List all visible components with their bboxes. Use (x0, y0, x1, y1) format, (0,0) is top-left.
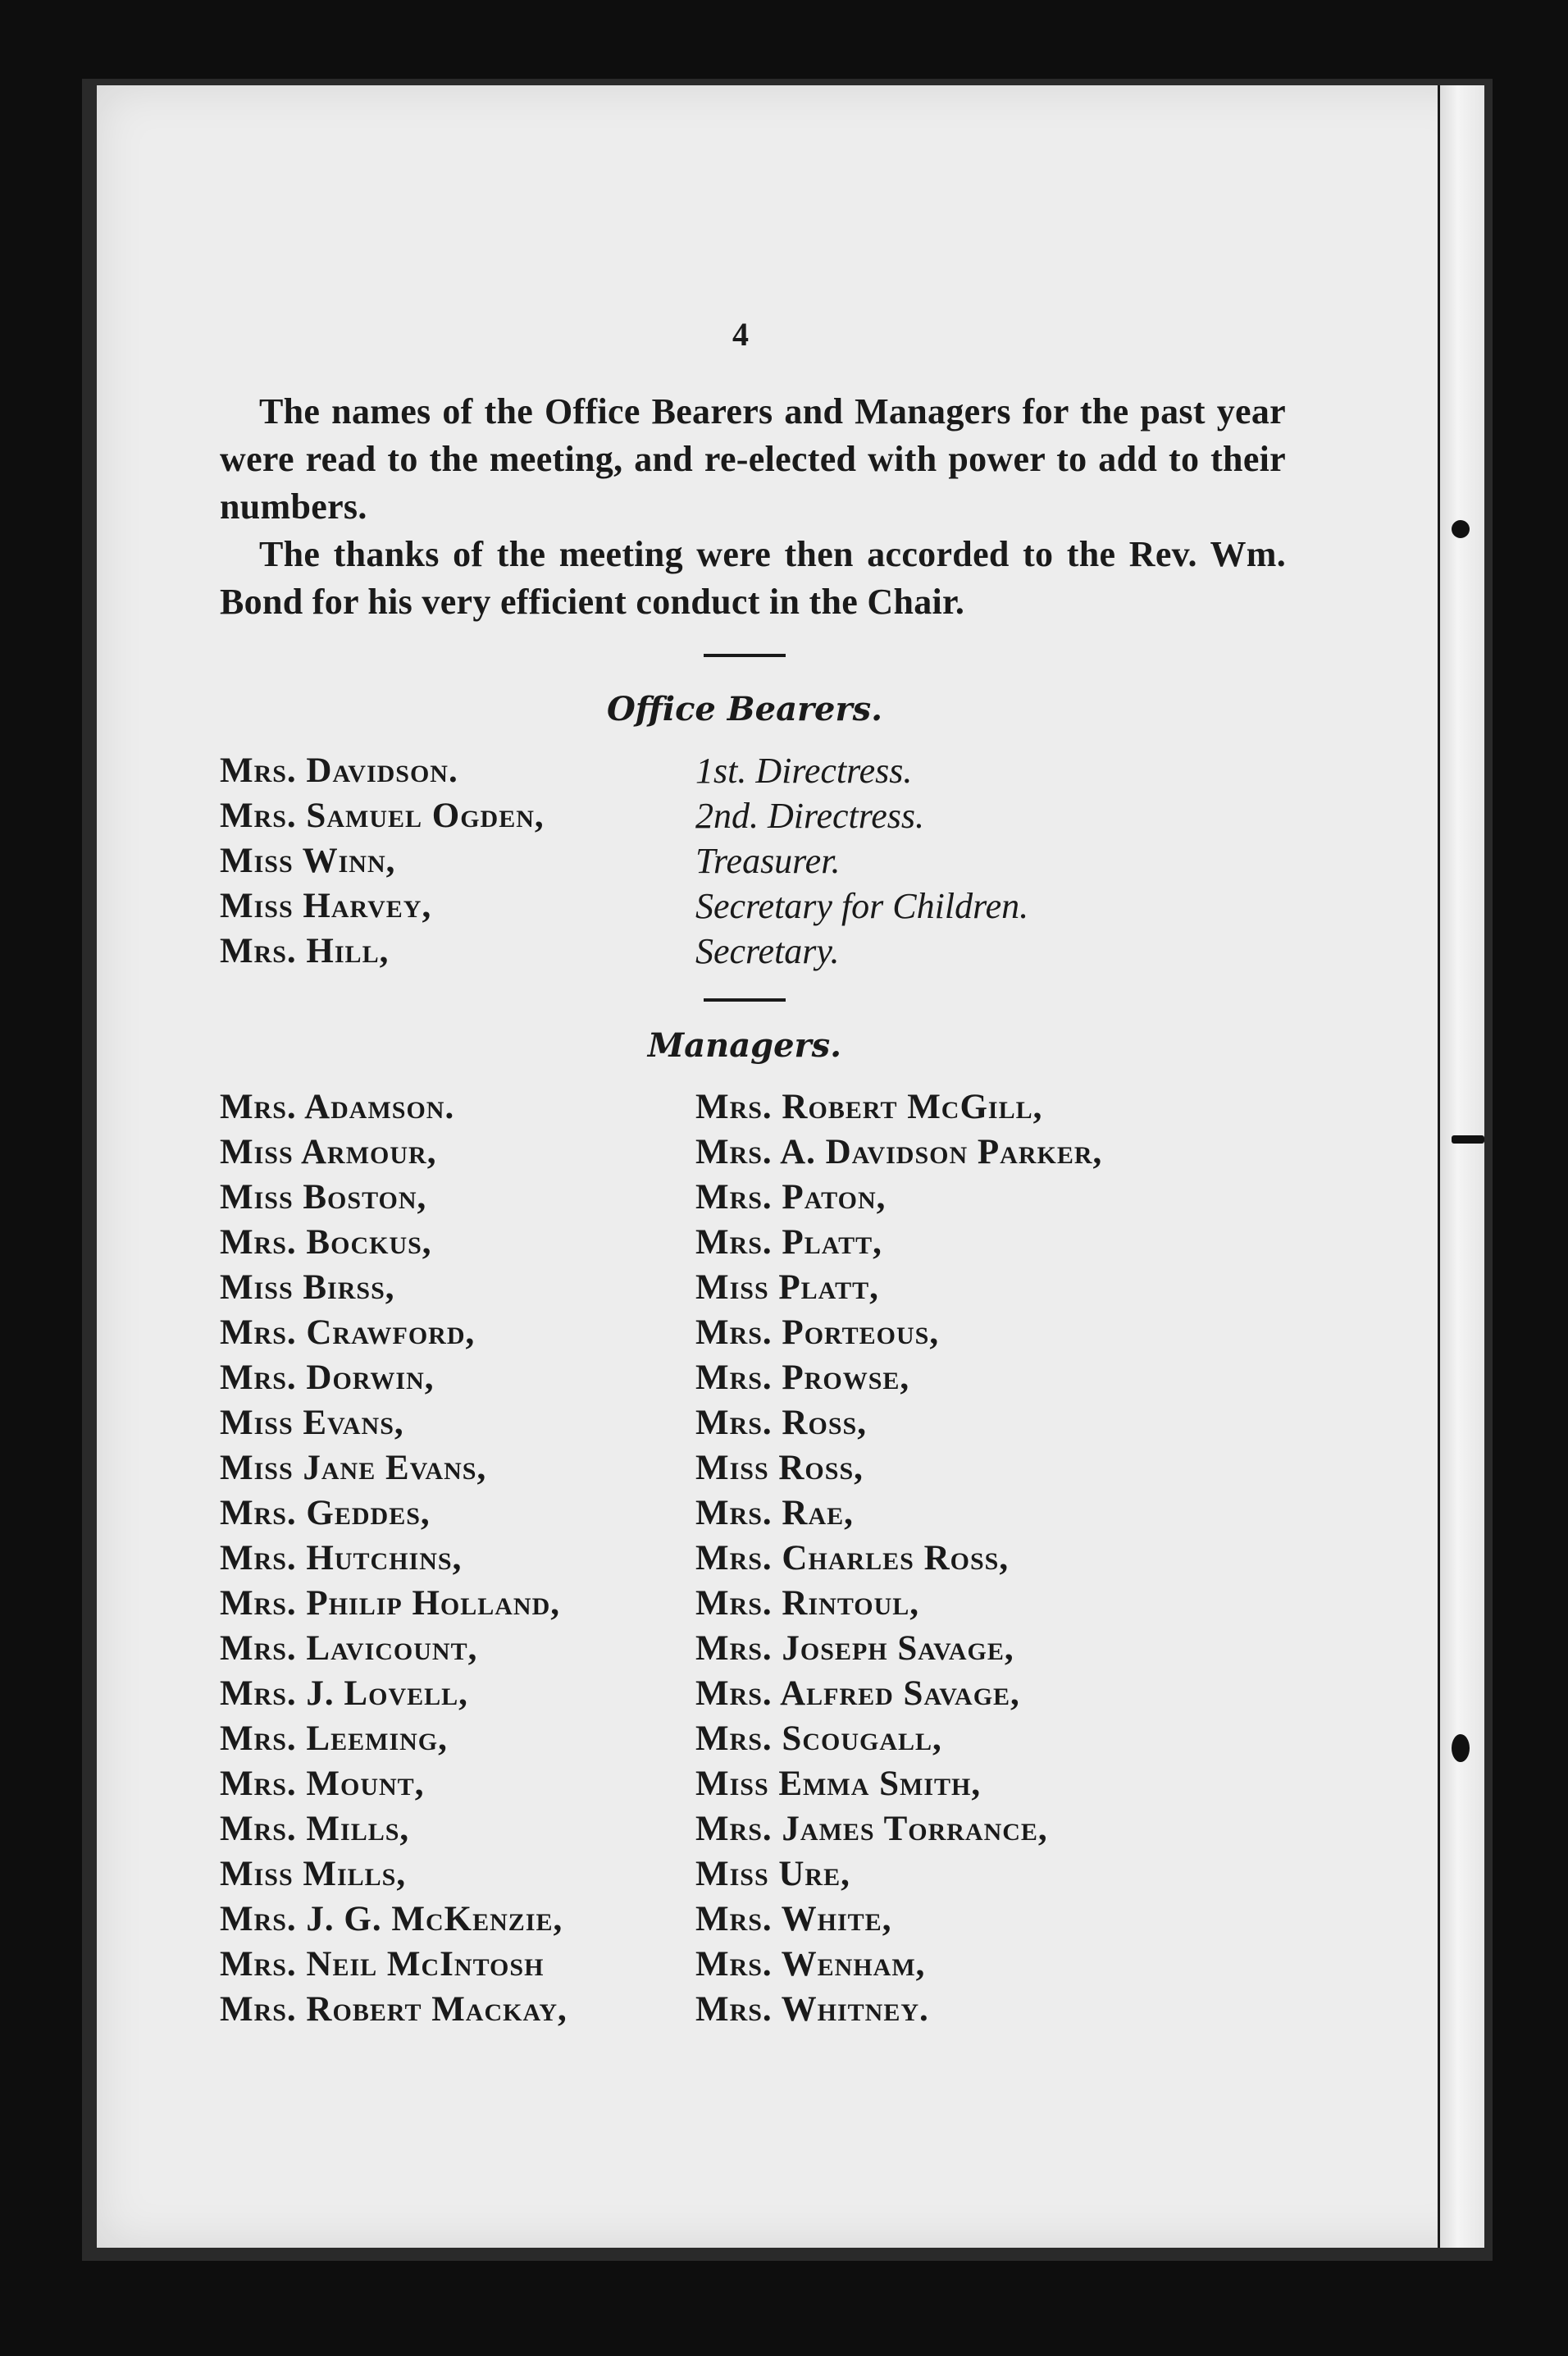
manager-row (220, 1897, 1286, 1942)
binding-mark (1452, 1135, 1484, 1144)
binding-mark (1452, 1734, 1470, 1762)
manager-name-right: Miss Ross, (695, 1449, 864, 1487)
manager-row (220, 1084, 1286, 1130)
manager-row (220, 1491, 1286, 1536)
manager-name-right: Miss Emma Smith, (695, 1765, 982, 1803)
manager-name-left: Miss Evans, (220, 1404, 404, 1442)
manager-row (220, 1310, 1286, 1355)
manager-name-right: Mrs. Rintoul, (695, 1584, 920, 1623)
manager-name-left: Miss Jane Evans, (220, 1449, 487, 1487)
paragraph-1: The names of the Office Bearers and Managers for the past year were read to the meeting, and re-elected with power to add to their numbers. (220, 391, 1286, 527)
manager-name-right: Mrs. Paton, (695, 1178, 887, 1217)
office-bearer-name: Mrs. Davidson. (220, 751, 458, 790)
manager-name-left: Mrs. Robert Mackay, (220, 1990, 567, 2029)
manager-row (220, 1987, 1286, 2032)
managers-list (220, 1084, 1286, 2032)
office-bearer-name: Miss Winn, (220, 842, 396, 880)
manager-row (220, 1671, 1286, 1716)
manager-row (220, 1716, 1286, 1761)
office-bearer-role: Treasurer. (695, 841, 841, 881)
manager-name-right: Mrs. Platt, (695, 1223, 882, 1262)
office-bearer-row (220, 793, 1286, 838)
office-bearer-row (220, 884, 1286, 929)
office-bearer-name: Miss Harvey, (220, 887, 432, 925)
binding-mark (1452, 520, 1470, 538)
manager-name-right: Mrs. James Torrance, (695, 1810, 1048, 1848)
office-bearer-role: 1st. Directress. (695, 751, 913, 791)
manager-name-right: Mrs. Joseph Savage, (695, 1629, 1014, 1668)
manager-row (220, 1851, 1286, 1897)
page-number: 4 (732, 316, 749, 353)
manager-name-left: Mrs. Mills, (220, 1810, 410, 1848)
manager-name-left: Mrs. Crawford, (220, 1313, 476, 1352)
manager-row (220, 1581, 1286, 1626)
page-content (220, 315, 1286, 2032)
manager-row (220, 1400, 1286, 1445)
document-page (97, 85, 1484, 2248)
manager-name-right: Mrs. Wenham, (695, 1945, 926, 1984)
manager-name-right: Mrs. Porteous, (695, 1313, 940, 1352)
manager-name-right: Mrs. Whitney. (695, 1990, 929, 2029)
manager-name-right: Mrs. Prowse, (695, 1358, 910, 1397)
office-bearer-name: Mrs. Samuel Ogden, (220, 797, 545, 835)
manager-row (220, 1626, 1286, 1671)
manager-name-right: Mrs. Rae, (695, 1494, 854, 1532)
page-gutter (1438, 85, 1484, 2248)
manager-name-left: Miss Armour, (220, 1133, 437, 1171)
manager-row (220, 1806, 1286, 1851)
manager-row (220, 1130, 1286, 1175)
manager-name-right: Mrs. Alfred Savage, (695, 1674, 1020, 1713)
office-bearer-name: Mrs. Hill, (220, 932, 390, 970)
manager-name-left: Miss Mills, (220, 1855, 407, 1893)
manager-name-left: Mrs. Philip Holland, (220, 1584, 561, 1623)
office-bearers-list (220, 748, 1286, 974)
office-bearer-row (220, 748, 1286, 793)
manager-name-left: Mrs. Mount, (220, 1765, 425, 1803)
office-bearer-role: 2nd. Directress. (695, 796, 925, 836)
office-bearer-row (220, 838, 1286, 884)
office-bearer-role: Secretary for Children. (695, 886, 1029, 926)
office-bearer-role: Secretary. (695, 931, 840, 971)
manager-name-right: Mrs. Charles Ross, (695, 1539, 1010, 1578)
manager-name-right: Mrs. Ross, (695, 1404, 867, 1442)
manager-name-right: Miss Ure, (695, 1855, 850, 1893)
manager-row (220, 1761, 1286, 1806)
section-divider (704, 654, 786, 657)
managers-heading: Managers. (647, 1026, 842, 1065)
manager-name-right: Mrs. White, (695, 1900, 892, 1938)
manager-row (220, 1355, 1286, 1400)
manager-name-right: Mrs. Scougall, (695, 1719, 942, 1758)
manager-row (220, 1942, 1286, 1987)
paragraph-2: The thanks of the meeting were then accorded to the Rev. Wm. Bond for his very efficient conduct in the Chair. (220, 534, 1286, 622)
manager-row (220, 1175, 1286, 1220)
manager-row (220, 1445, 1286, 1491)
manager-name-left: Miss Birss, (220, 1268, 395, 1307)
manager-name-left: Mrs. Dorwin, (220, 1358, 435, 1397)
manager-name-left: Mrs. Adamson. (220, 1088, 455, 1126)
manager-name-left: Mrs. J. G. McKenzie, (220, 1900, 563, 1938)
manager-name-left: Mrs. J. Lovell, (220, 1674, 468, 1713)
manager-name-left: Mrs. Neil McIntosh (220, 1945, 545, 1984)
manager-name-right: Mrs. A. Davidson Parker, (695, 1133, 1103, 1171)
manager-row (220, 1265, 1286, 1310)
manager-name-right: Miss Platt, (695, 1268, 879, 1307)
office-bearers-heading: Office Bearers. (606, 690, 883, 728)
manager-name-left: Mrs. Bockus, (220, 1223, 432, 1262)
manager-name-left: Mrs. Hutchins, (220, 1539, 463, 1578)
manager-row (220, 1536, 1286, 1581)
manager-name-left: Mrs. Lavicount, (220, 1629, 478, 1668)
office-bearer-row (220, 929, 1286, 974)
manager-name-left: Mrs. Leeming, (220, 1719, 448, 1758)
manager-row (220, 1220, 1286, 1265)
manager-name-right: Mrs. Robert McGill, (695, 1088, 1043, 1126)
section-divider (704, 998, 786, 1002)
manager-name-left: Miss Boston, (220, 1178, 427, 1217)
manager-name-left: Mrs. Geddes, (220, 1494, 431, 1532)
